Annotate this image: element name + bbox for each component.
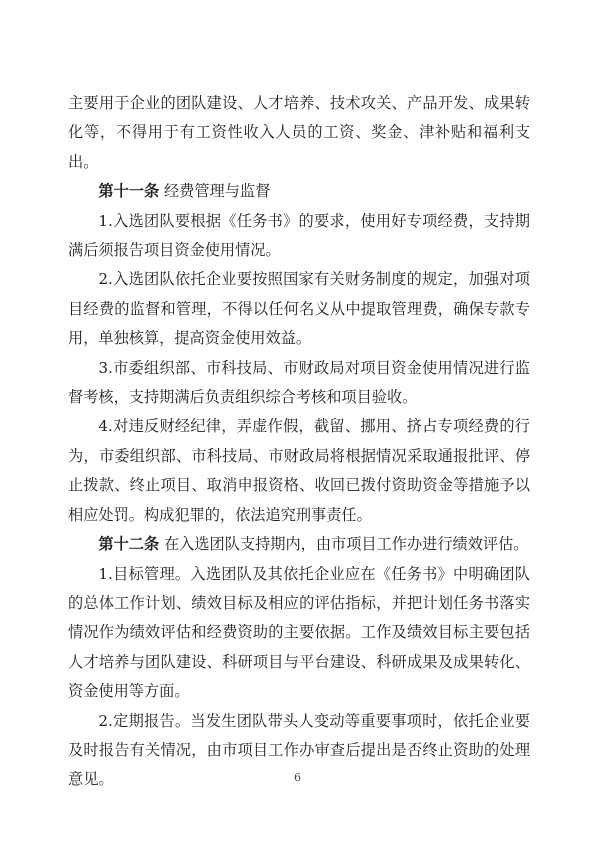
paragraph-text: 2.入选团队依托企业要按照国家有关财务制度的规定，加强对项目经费的监督和管理，不得以任何名义从中提取管理费，确保专款专用，单独核算，提高资金使用效益。: [68, 270, 530, 348]
paragraph-text: 1.目标管理。入选团队及其依托企业应在《任务书》中明确团队的总体工作计划、绩效目标及相应的评估指标，并把计划任务书落实情况作为绩效评估和经费资助的主要依据。工作及绩效目标主要包括人才培养与团队建设、科研项目与平台建设、科研成果及成果转化、资金使用等方面。: [68, 564, 530, 701]
article-11-heading: [68, 177, 530, 206]
page-number: 6: [294, 771, 301, 784]
document-body: [68, 89, 530, 795]
article-12-text: 在入选团队支持期内，由市项目工作办进行绩效评估。: [159, 535, 529, 554]
paragraph-text: 1.入选团队要根据《任务书》的要求，使用好专项经费，支持期满后须报告项目资金使用情况。: [68, 211, 530, 260]
article-11-text: 经费管理与监督: [159, 182, 271, 201]
article-12-title: 第十二条: [98, 535, 160, 554]
article-12-heading: [68, 530, 530, 559]
paragraph-text: 2.定期报告。当发生团队带头人变动等重要事项时，依托企业要及时报告有关情况，由市项目工作办审查后提出是否终止资助的处理意见。: [68, 711, 530, 789]
paragraph-funding-usage: [68, 89, 530, 177]
article-11-item-3: [68, 354, 530, 413]
article-11-item-1: [68, 207, 530, 266]
paragraph-text: 主要用于企业的团队建设、人才培养、技术攻关、产品开发、成果转化等，不得用于有工资性收入人员的工资、奖金、津补贴和福利支出。: [68, 94, 530, 171]
paragraph-text: 4.对违反财经纪律，弄虚作假，截留、挪用、挤占专项经费的行为，市委组织部、市科技局、市财政局将根据情况采取通报批评、停止拨款、终止项目、取消申报资格、收回已拨付资助资金等措施予以相应处罚。构成犯罪的，依法追究刑事责任。: [68, 417, 530, 524]
article-11-item-2: [68, 265, 530, 353]
article-11-title: 第十一条: [98, 182, 160, 201]
article-12-item-1: [68, 560, 530, 707]
article-11-item-4: [68, 412, 530, 530]
paragraph-text: 3.市委组织部、市科技局、市财政局对项目资金使用情况进行监督考核，支持期满后负责组织综合考核和项目验收。: [68, 358, 530, 407]
